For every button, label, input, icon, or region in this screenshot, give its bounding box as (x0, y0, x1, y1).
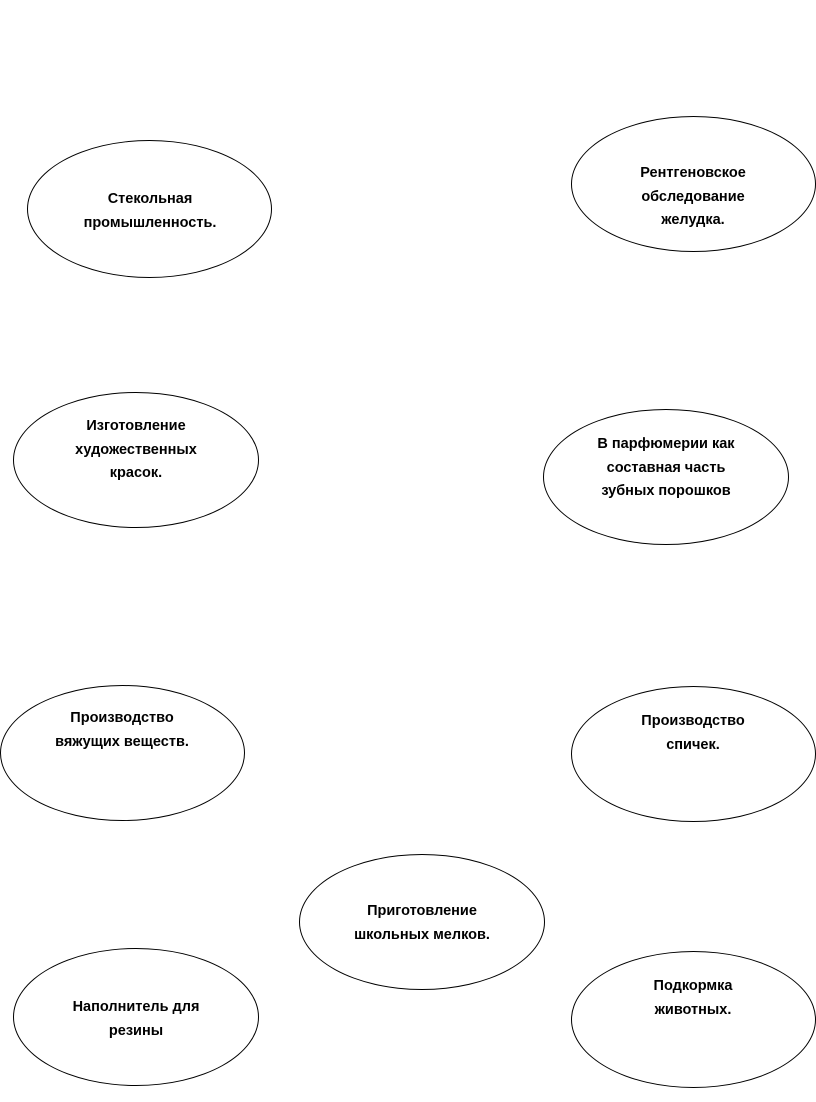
oval-line: составная часть (606, 459, 726, 476)
oval-line: Изготовление (86, 418, 186, 434)
oval-line: школьных мелков. (354, 926, 490, 943)
oval-xray-examination-label (598, 162, 788, 233)
oval-art-paints-label (41, 415, 231, 486)
oval-line: Наполнитель для (72, 999, 200, 1015)
oval-binders-production-label (27, 707, 217, 754)
oval-line: Рентгеновское (640, 165, 746, 181)
oval-animal-feed-label (598, 975, 788, 1022)
oval-line: Производство (70, 710, 174, 726)
oval-line: вяжущих веществ. (55, 733, 189, 750)
oval-line: художественных (75, 441, 197, 458)
oval-line: спичек. (666, 736, 720, 753)
oval-line: обследование (641, 188, 745, 205)
oval-matches-production-label (598, 710, 788, 757)
oval-school-chalk-label (327, 900, 517, 947)
oval-line: желудка. (661, 212, 725, 228)
oval-line: животных. (654, 1001, 732, 1018)
oval-rubber-filler-label (41, 996, 231, 1043)
oval-line: Приготовление (367, 903, 477, 919)
oval-line: резины (108, 1022, 164, 1039)
oval-glass-industry-label (55, 188, 245, 235)
oval-perfumery-label (566, 433, 766, 504)
oval-line: зубных порошков (601, 483, 731, 499)
oval-line: Производство (641, 713, 745, 729)
oval-line: промышленность. (83, 214, 217, 231)
oval-line: В парфюмерии как (597, 436, 735, 452)
oval-line: Стекольная (107, 191, 193, 207)
oval-line: красок. (109, 465, 163, 481)
oval-line: Подкормка (653, 978, 733, 994)
